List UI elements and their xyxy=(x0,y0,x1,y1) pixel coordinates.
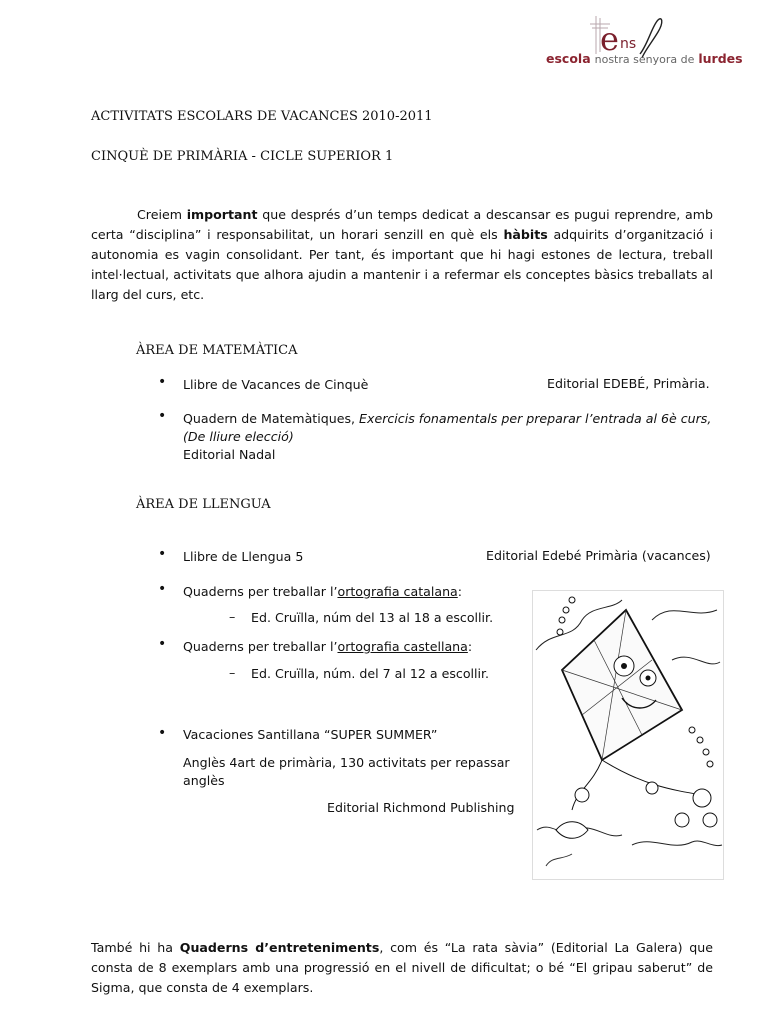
math-item-2: Quadern de Matemàtiques, Exercicis fonamentals per preparar l’entrada al 6è curs, (De lliure elecció) Editorial Nadal xyxy=(183,411,712,462)
bullet: • xyxy=(158,374,167,390)
math-heading: ÀREA DE MATEMÀTICA xyxy=(136,343,298,358)
dash: – xyxy=(229,665,236,680)
bullet: • xyxy=(158,725,167,741)
bullet: • xyxy=(158,408,167,424)
bullet: • xyxy=(158,636,167,652)
bullet: • xyxy=(158,581,167,597)
language-item-3-sub: Ed. Cruïlla, núm. del 7 al 12 a escollir. xyxy=(251,666,490,681)
language-item-4-publisher: Editorial Richmond Publishing xyxy=(327,800,515,815)
language-item-2-sub: Ed. Cruïlla, núm del 13 al 18 a escollir. xyxy=(251,610,494,625)
outro-paragraph: També hi ha Quaderns d’entreteniments, com és “La rata sàvia” (Editorial La Galera) que consta de 8 exemplars amb una progressió en el nivell de dificultat; o bé “El gripau saberut” de Sigma, que consta de 4 exemplars. xyxy=(91,940,713,995)
language-item-1-publisher: Editorial Edebé Primària (vacances) xyxy=(486,548,711,563)
language-item-3: Quaderns per treballar l’ortografia castellana: xyxy=(183,639,473,654)
language-heading: ÀREA DE LLENGUA xyxy=(136,497,271,512)
math-item-1-publisher: Editorial EDEBÉ, Primària. xyxy=(547,376,710,391)
language-item-1-title: Llibre de Llengua 5 xyxy=(183,549,304,564)
school-name: escola nostra senyora de lurdes xyxy=(546,51,743,66)
bullet: • xyxy=(158,546,167,562)
page-subtitle: CINQUÈ DE PRIMÀRIA - CICLE SUPERIOR 1 xyxy=(91,149,394,164)
intro-paragraph: Creiem important que després d’un temps dedicat a descansar es pugui reprendre, amb certa “disciplina” i responsabilitat, un horari senzill en què els hàbits adquirits d’organització i autonomia es vagin consolidant. Per tant, és important que hi hagi estones de lectura, treball intel·lectual, activitats que alhora ajudin a mantenir i a refermar els conceptes bàsics treballats al llarg del curs, etc. xyxy=(91,207,713,302)
kite-illustration xyxy=(532,590,724,880)
svg-text:e: e xyxy=(600,20,619,58)
page-title: ACTIVITATS ESCOLARS DE VACANCES 2010-2011 xyxy=(91,109,433,124)
math-item-1-title: Llibre de Vacances de Cinquè xyxy=(183,377,369,392)
language-item-4-desc: Anglès 4art de primària, 130 activitats per repassar anglès xyxy=(183,755,510,788)
svg-text:ns: ns xyxy=(620,36,637,52)
dash: – xyxy=(229,609,236,624)
language-item-2: Quaderns per treballar l’ortografia catalana: xyxy=(183,584,463,599)
language-item-4-title: Vacaciones Santillana “SUPER SUMMER” xyxy=(183,727,438,742)
